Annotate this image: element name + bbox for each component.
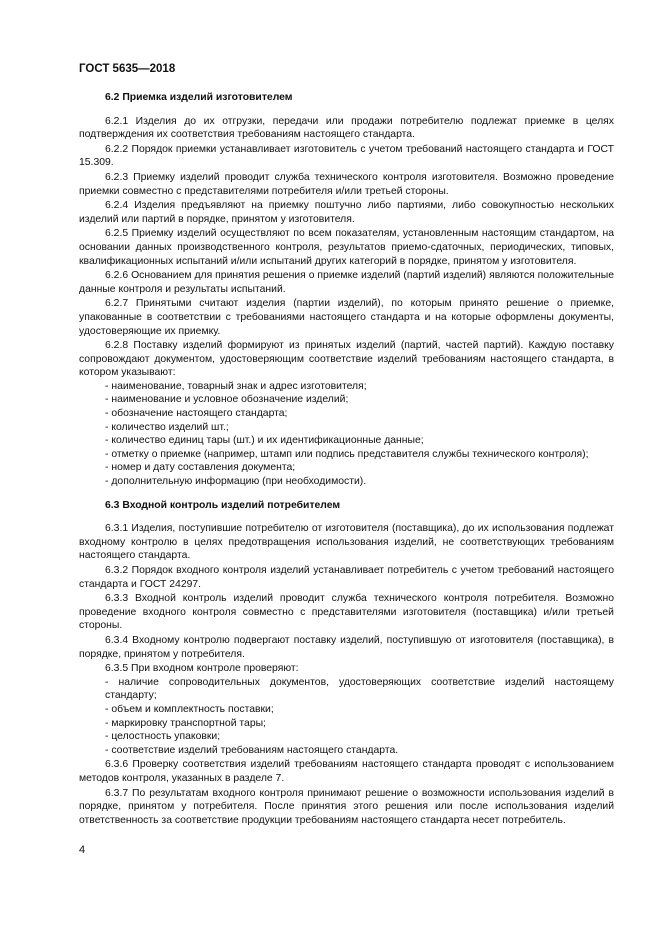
list-item: - отметку о приемке (например, штамп или подпись представителя службы технического контроля);: [105, 448, 589, 460]
paragraph-6-2-8: 6.2.8 Поставку изделий формируют из принятых изделий (партий, частей партий). Каждую поставку сопровождают документом, удостоверяющим соответствие изделий требованиям настоящего стандарта, в котором указывают:: [79, 340, 614, 379]
list-item: - целостность упаковки;: [105, 731, 221, 743]
list-item: - соответствие изделий требованиям настоящего стандарта.: [105, 744, 399, 756]
delivery-document-list: [79, 380, 614, 489]
page-number: 4: [79, 844, 86, 856]
list-item: - маркировку транспортной тары;: [105, 717, 266, 729]
paragraph-6-3-2: 6.3.2 Порядок входного контроля изделий устанавливает потребитель с учетом требований настоящего стандарта и ГОСТ 24297.: [79, 565, 614, 590]
list-item: - обозначение настоящего стандарта;: [105, 408, 288, 420]
paragraph-6-2-3: 6.2.3 Приемку изделий проводит служба технического контроля изготовителя. Возможно проведение приемки совместно с представителями потребителя и/или третьей стороны.: [79, 171, 614, 197]
list-item: - наименование, товарный знак и адрес изготовителя;: [105, 380, 367, 392]
list-item: - наименование и условное обозначение изделий;: [105, 394, 349, 406]
list-item: - объем и комплектность поставки;: [105, 703, 274, 715]
list-item: - дополнительную информацию (при необходимости).: [105, 476, 367, 488]
page-content: [79, 91, 614, 827]
paragraph-6-3-7: 6.3.7 По результатам входного контроля принимают решение о возможности использования изделий в порядке, принятом у потребителя. После принятия этого решения или после использования изделий ответственность за соответствие продукции требованиям настоящего стандарта несет потребитель.: [79, 787, 614, 826]
paragraph-6-3-6: 6.3.6 Проверку соответствия изделий требованиям настоящего стандарта проводят с использованием методов контроля, указанных в разделе 7.: [79, 759, 614, 784]
paragraph-6-2-7: 6.2.7 Принятыми считают изделия (партии изделий), по которым принято решение о приемке, упакованные в соответствии с требованиями настоящего стандарта и на которые оформлены документы, удостоверяющие их приемку.: [79, 298, 614, 337]
list-item: - наличие сопроводительных документов, удостоверяющих соответствие изделий настоящему стандарту;: [105, 676, 614, 702]
paragraph-6-3-5: 6.3.5 При входном контроле проверяют:: [105, 663, 299, 675]
incoming-check-list: [79, 676, 614, 758]
list-item: - номер и дату составления документа;: [105, 462, 296, 474]
list-item: - количество изделий шт.;: [105, 421, 229, 433]
paragraph-6-2-5: 6.2.5 Приемку изделий осуществляют по всем показателям, установленным настоящим стандартом, на основании данных производственного контроля, результатов приемо-сдаточных, периодических, типовых, квалификационных испытаний и/или испытаний других категорий в порядке, принятом у изготовителя.: [79, 228, 614, 267]
paragraph-6-2-6: 6.2.6 Основанием для принятия решения о приемке изделий (партий изделий) являются положительные данные контроля и результаты испытаний.: [79, 270, 614, 295]
document-code: ГОСТ 5635—2018: [79, 63, 176, 75]
paragraph-6-3-4: 6.3.4 Входному контролю подвергают поставку изделий, поступившую от изготовителя (поставщика), в порядке, принятом у потребителя.: [79, 634, 614, 660]
section-6-2-title: 6.2 Приемка изделий изготовителем: [105, 92, 293, 103]
section-6-3-title: 6.3 Входной контроль изделий потребителем: [105, 499, 341, 511]
paragraph-6-2-4: 6.2.4 Изделия предъявляют на приемку поштучно либо партиями, либо совокупностью нескольких изделий или партий в порядке, принятом у изготовителя.: [79, 200, 614, 225]
paragraph-6-2-2: 6.2.2 Порядок приемки устанавливает изготовитель с учетом требований настоящего стандарта и ГОСТ 15.309.: [79, 143, 614, 169]
list-item: - количество единиц тары (шт.) и их идентификационные данные;: [105, 435, 424, 447]
paragraph-6-3-1: 6.3.1 Изделия, поступившие потребителю от изготовителя (поставщика), до их использования подлежат входному контролю в целях предотвращения использования изделий, не соответствующих требованиям настоящего стандарта.: [79, 523, 614, 562]
paragraph-6-3-3: 6.3.3 Входной контроль изделий проводит служба технического контроля потребителя. Возможно проведение входного контроля совместно с представителями изготовителя (поставщика) и/или третьей стороны.: [79, 593, 614, 632]
paragraph-6-2-1: 6.2.1 Изделия до их отгрузки, передачи или продажи потребителю подлежат приемке в целях подтверждения их соответствия требованиям настоящего стандарта.: [79, 115, 614, 141]
